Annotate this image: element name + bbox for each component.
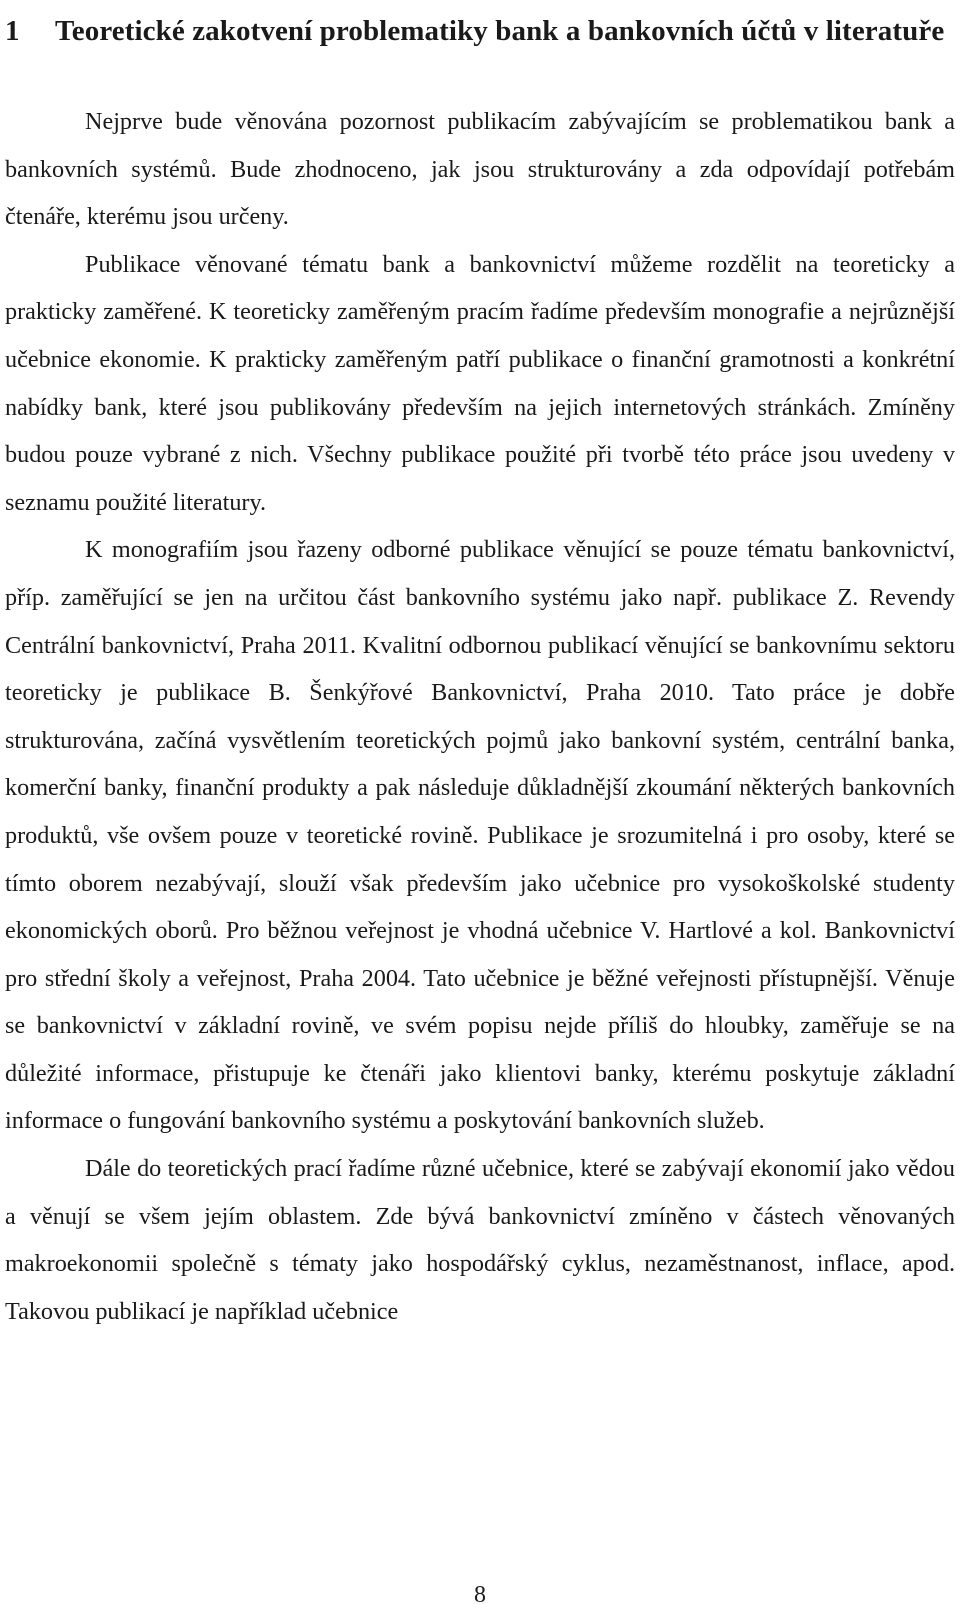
paragraph-intro: Nejprve bude věnována pozornost publikacím zabývajícím se problematikou bank a bankovních systémů. Bude zhodnoceno, jak jsou strukturovány a zda odpovídají potřebám čtenáře, kterému jsou určeny. <box>5 108 955 231</box>
page-number: 8 <box>474 1582 486 1608</box>
body-text <box>5 98 955 1335</box>
paragraph-publication-types: Publikace věnované tématu bank a bankovnictví můžeme rozdělit na teoreticky a prakticky zaměřené. K teoreticky zaměřeným pracím řadíme především monografie a nejrůznější učebnice ekonomie. K prakticky zaměřeným patří publikace o finanční gramotnosti a konkrétní nabídky bank, které jsou publikovány především na jejich internetových stránkách. Zmíněny budou pouze vybrané z nich. Všechny publikace použité při tvorbě této práce jsou uvedeny v seznamu použité literatury. <box>5 250 955 516</box>
chapter-title: Teoretické zakotvení problematiky bank a bankovních účtů v literatuře <box>55 15 945 47</box>
chapter-heading <box>5 0 955 60</box>
chapter-number: 1 <box>5 15 20 47</box>
document-page <box>5 0 955 1335</box>
paragraph-monographs: K monografiím jsou řazeny odborné publikace věnující se pouze tématu bankovnictví, příp. zaměřující se jen na určitou část bankovního systému jako např. publikace Z. Revendy Centrální bankovnictví, Praha 2011. Kvalitní odbornou publikací věnující se bankovnímu sektoru teoreticky je publikace B. Šenkýřové Bankovnictví, Praha 2010. Tato práce je dobře strukturována, začíná vysvětlením teoretických pojmů jako bankovní systém, centrální banka, komerční banky, finanční produkty a pak následuje důkladnější zkoumání některých bankovních produktů, vše ovšem pouze v teoretické rovině. Publikace je srozumitelná i pro osoby, které se tímto oborem nezabývají, slouží však především jako učebnice pro vysokoškolské studenty ekonomických oborů. Pro běžnou veřejnost je vhodná učebnice V. Hartlové a kol. Bankovnictví pro střední školy a veřejnost, Praha 2004. Tato učebnice je běžné veřejnosti přístupnější. Věnuje se bankovnictví v základní rovině, ve svém popisu nejde příliš do hloubky, zaměřuje se na důležité informace, přistupuje ke čtenáři jako klientovi banky, kterému poskytuje základní informace o fungování bankovního systému a poskytování bankovních služeb. <box>5 536 955 1135</box>
paragraph-textbooks: Dále do teoretických prací řadíme různé učebnice, které se zabývají ekonomií jako vědou a věnují se všem jejím oblastem. Zde bývá bankovnictví zmíněno v částech věnovaných makroekonomii společně s tématy jako hospodářský cyklus, nezaměstnanost, inflace, apod. Takovou publikací je například učebnice <box>5 1155 955 1325</box>
